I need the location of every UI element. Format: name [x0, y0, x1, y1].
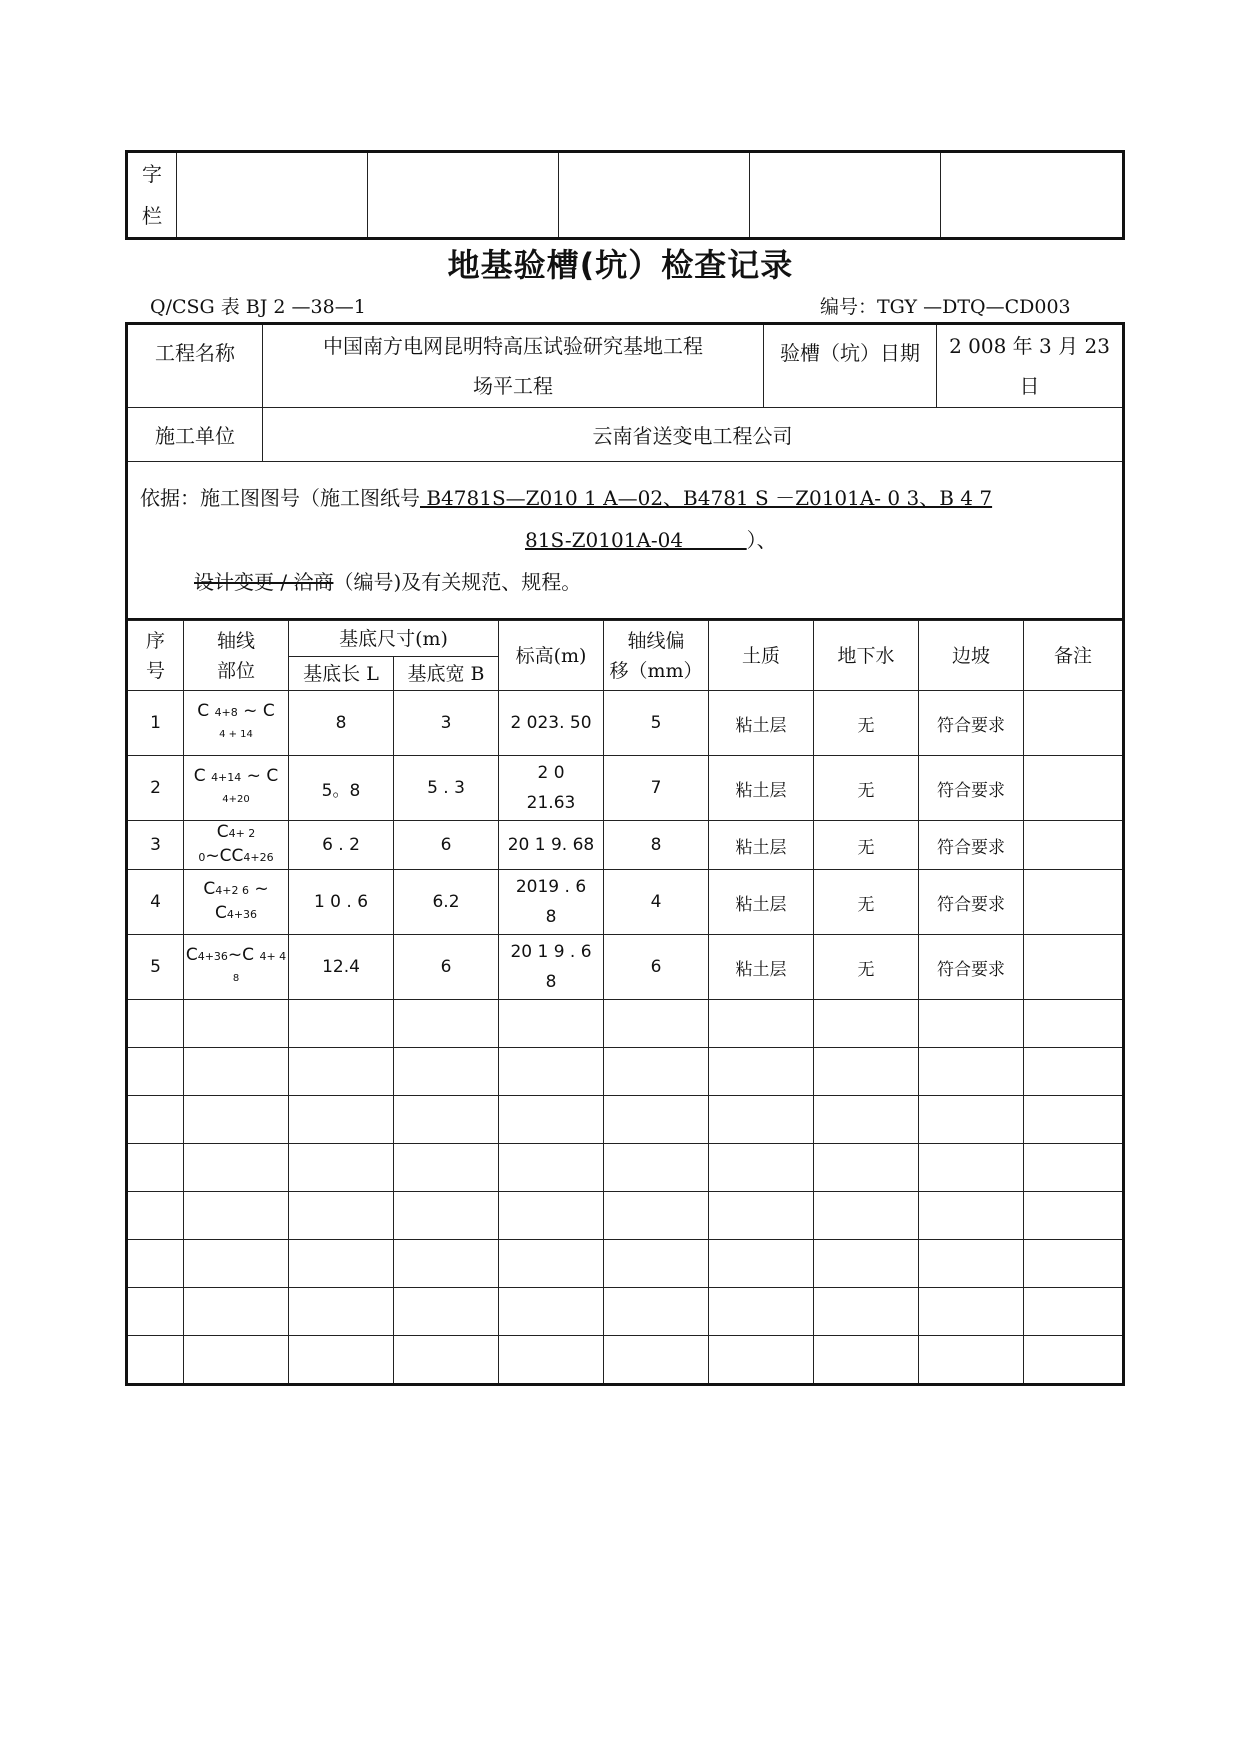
row-water: 无 [814, 821, 919, 870]
offset-header-bottom: 移（mm） [609, 659, 703, 682]
empty-cell[interactable] [604, 1000, 709, 1048]
row-axis: C4+ 2 0~CC4+26 [184, 821, 289, 870]
signature-label-bottom: 栏 [142, 204, 162, 228]
table-row [127, 870, 1124, 935]
base-length-header: 基底长 L [289, 657, 394, 691]
empty-row [127, 1000, 1124, 1048]
empty-cell[interactable] [127, 1096, 184, 1144]
empty-cell[interactable] [127, 1000, 184, 1048]
row-length: 5。8 [289, 756, 394, 821]
elevation-line1: 20 1 9 . 6 [510, 942, 592, 962]
empty-cell[interactable] [289, 1144, 394, 1192]
basis-drawings-1: B4781S—Z010 1 A—02、B4781 S －Z0101A- 0 3、B 4 7 [420, 486, 993, 510]
table-row [127, 756, 1124, 821]
empty-cell[interactable] [184, 1192, 289, 1240]
empty-cell[interactable] [394, 1048, 499, 1096]
empty-cell[interactable] [604, 1144, 709, 1192]
groundwater-header: 地下水 [814, 621, 919, 691]
empty-cell[interactable] [709, 1192, 814, 1240]
empty-cell[interactable] [709, 1288, 814, 1336]
empty-row [127, 1096, 1124, 1144]
empty-cell[interactable] [184, 1336, 289, 1385]
page-title: 地基验槽(坑）检查记录 [447, 246, 794, 284]
row-water: 无 [814, 691, 919, 756]
empty-cell[interactable] [814, 1192, 919, 1240]
empty-cell[interactable] [499, 1336, 604, 1385]
empty-cell[interactable] [394, 1240, 499, 1288]
row-length: 6 . 2 [289, 821, 394, 870]
basis-drawings-2: 81S-Z0101A-04 [525, 528, 747, 552]
row-remarks[interactable] [1024, 870, 1124, 935]
row-length: 8 [289, 691, 394, 756]
signature-label [127, 152, 177, 239]
empty-cell[interactable] [184, 1288, 289, 1336]
row-slope: 符合要求 [919, 935, 1024, 1000]
empty-cell[interactable] [184, 1144, 289, 1192]
row-width: 6 [394, 821, 499, 870]
inspection-date-value [937, 324, 1124, 408]
elevation-line1: 2 023. 50 [510, 713, 592, 733]
empty-cell[interactable] [127, 1240, 184, 1288]
row-length: 1 0 . 6 [289, 870, 394, 935]
empty-cell[interactable] [814, 1096, 919, 1144]
empty-cell[interactable] [394, 1000, 499, 1048]
axis-separator: ~ [248, 879, 269, 899]
empty-cell[interactable] [919, 1336, 1024, 1385]
row-slope: 符合要求 [919, 821, 1024, 870]
empty-cell[interactable] [919, 1144, 1024, 1192]
row-soil: 粘土层 [709, 935, 814, 1000]
inspection-date-line1: 2 008 年 3 月 23 [949, 334, 1110, 358]
empty-cell[interactable] [1024, 1336, 1124, 1385]
empty-cell[interactable] [499, 1000, 604, 1048]
row-water: 无 [814, 870, 919, 935]
basis-suffix: ）、 [746, 528, 777, 552]
row-elevation [499, 691, 604, 756]
empty-cell[interactable] [289, 1000, 394, 1048]
row-width: 5 . 3 [394, 756, 499, 821]
inspection-grid [125, 620, 1125, 1386]
axis-separator: ~C [205, 846, 232, 866]
empty-cell[interactable] [1024, 1288, 1124, 1336]
empty-row [127, 1288, 1124, 1336]
empty-cell[interactable] [127, 1336, 184, 1385]
empty-cell[interactable] [499, 1288, 604, 1336]
empty-row [127, 1336, 1124, 1385]
seq-header-bottom: 号 [145, 659, 165, 682]
empty-cell[interactable] [1024, 1000, 1124, 1048]
basis-line-2 [140, 519, 1110, 561]
row-remarks[interactable] [1024, 821, 1124, 870]
construction-unit-label: 施工单位 [127, 408, 263, 462]
empty-cell[interactable] [1024, 1144, 1124, 1192]
row-soil: 粘土层 [709, 691, 814, 756]
row-remarks[interactable] [1024, 756, 1124, 821]
empty-cell[interactable] [289, 1048, 394, 1096]
empty-cell[interactable] [919, 1240, 1024, 1288]
empty-cell[interactable] [604, 1336, 709, 1385]
empty-cell[interactable] [127, 1048, 184, 1096]
empty-cell[interactable] [919, 1288, 1024, 1336]
empty-cell[interactable] [814, 1000, 919, 1048]
axis-end-sub: 4+26 [243, 851, 274, 864]
offset-header-top: 轴线偏 [627, 629, 685, 652]
empty-cell[interactable] [919, 1000, 1024, 1048]
elevation-header: 标高(m) [499, 621, 604, 691]
table-row [127, 821, 1124, 870]
empty-cell[interactable] [604, 1096, 709, 1144]
empty-cell[interactable] [1024, 1240, 1124, 1288]
empty-cell[interactable] [289, 1288, 394, 1336]
elevation-line2: 8 [545, 907, 557, 927]
empty-cell[interactable] [289, 1336, 394, 1385]
row-offset: 8 [604, 821, 709, 870]
axis-start-sub: 4+ 2 0 [198, 827, 256, 864]
seq-header [127, 621, 184, 691]
empty-cell[interactable] [814, 1048, 919, 1096]
row-remarks[interactable] [1024, 935, 1124, 1000]
empty-cell[interactable] [184, 1048, 289, 1096]
elevation-line1: 20 1 9. 68 [507, 835, 595, 855]
row-seq: 1 [127, 691, 184, 756]
axis-start: C [185, 945, 198, 965]
axis-separator: ~ C [237, 701, 275, 721]
axis-end-sub: 4+20 [222, 794, 250, 805]
axis-start: C [193, 766, 206, 786]
base-size-header: 基底尺寸(m) [289, 621, 499, 657]
row-elevation [499, 935, 604, 1000]
document-number: 编号：TGY —DTQ—CD003 [820, 296, 1071, 318]
elevation-line2: 8 [545, 972, 557, 992]
row-elevation [499, 870, 604, 935]
axis-start: C [203, 879, 216, 899]
row-water: 无 [814, 935, 919, 1000]
signature-cell-1[interactable] [177, 152, 368, 239]
basis-design-change: 设计变更 / 洽商 [194, 570, 334, 594]
construction-unit-value: 云南省送变电工程公司 [263, 408, 1124, 462]
row-seq: 5 [127, 935, 184, 1000]
signature-cell-3[interactable] [559, 152, 750, 239]
row-elevation [499, 756, 604, 821]
elevation-line1: 2 0 [537, 763, 565, 783]
row-width: 6 [394, 935, 499, 1000]
axis-end-sub: 4+ 4 [259, 950, 287, 963]
row-offset: 7 [604, 756, 709, 821]
empty-cell[interactable] [709, 1336, 814, 1385]
axis-start-sub: 4+36 [197, 950, 228, 963]
basis-section [127, 462, 1124, 620]
empty-cell[interactable] [1024, 1096, 1124, 1144]
empty-cell[interactable] [394, 1192, 499, 1240]
empty-cell[interactable] [1024, 1048, 1124, 1096]
empty-row [127, 1048, 1124, 1096]
empty-cell[interactable] [604, 1192, 709, 1240]
signature-label-top: 字 [142, 162, 162, 186]
empty-cell[interactable] [709, 1144, 814, 1192]
axis-header-top: 轴线 [216, 629, 255, 652]
row-soil: 粘土层 [709, 756, 814, 821]
empty-cell[interactable] [709, 1096, 814, 1144]
row-offset: 6 [604, 935, 709, 1000]
empty-row [127, 1144, 1124, 1192]
row-width: 3 [394, 691, 499, 756]
empty-cell[interactable] [709, 1048, 814, 1096]
info-table [125, 322, 1125, 621]
elevation-line2: 21.63 [526, 793, 576, 813]
empty-cell[interactable] [289, 1240, 394, 1288]
row-water: 无 [814, 756, 919, 821]
empty-cell[interactable] [127, 1192, 184, 1240]
empty-cell[interactable] [184, 1000, 289, 1048]
basis-line-3 [140, 561, 1110, 603]
row-seq: 3 [127, 821, 184, 870]
row-soil: 粘土层 [709, 870, 814, 935]
empty-cell[interactable] [709, 1000, 814, 1048]
axis-start-sub: 4+2 6 [215, 884, 249, 897]
empty-cell[interactable] [499, 1096, 604, 1144]
axis-start-sub: 4+8 [214, 706, 238, 719]
empty-row [127, 1192, 1124, 1240]
empty-cell[interactable] [394, 1288, 499, 1336]
row-slope: 符合要求 [919, 691, 1024, 756]
empty-cell[interactable] [919, 1048, 1024, 1096]
row-seq: 2 [127, 756, 184, 821]
empty-cell[interactable] [919, 1192, 1024, 1240]
row-remarks[interactable] [1024, 691, 1124, 756]
soil-header: 土质 [709, 621, 814, 691]
empty-cell[interactable] [709, 1240, 814, 1288]
row-axis: C4+2 6 ~ C4+36 [184, 870, 289, 935]
form-code: Q/CSG 表 BJ 2 —38—1 [150, 296, 366, 318]
basis-rest: （编号)及有关规范、规程。 [333, 570, 582, 594]
row-axis [184, 935, 289, 1000]
empty-cell[interactable] [919, 1096, 1024, 1144]
empty-cell[interactable] [127, 1288, 184, 1336]
signature-cell-4[interactable] [750, 152, 941, 239]
table-row [127, 935, 1124, 1000]
empty-cell[interactable] [289, 1192, 394, 1240]
signature-cell-2[interactable] [368, 152, 559, 239]
row-length: 12.4 [289, 935, 394, 1000]
offset-header [604, 621, 709, 691]
row-elevation [499, 821, 604, 870]
axis-separator: ~C [227, 945, 255, 965]
row-seq: 4 [127, 870, 184, 935]
empty-cell[interactable] [289, 1096, 394, 1144]
axis-header-bottom: 部位 [216, 659, 255, 682]
empty-cell[interactable] [604, 1288, 709, 1336]
project-name-label: 工程名称 [127, 324, 263, 408]
row-axis [184, 691, 289, 756]
empty-cell[interactable] [604, 1048, 709, 1096]
empty-cell[interactable] [127, 1144, 184, 1192]
seq-header-top: 序 [145, 629, 165, 652]
inspection-date-line2: 日 [1019, 374, 1040, 398]
row-offset: 4 [604, 870, 709, 935]
empty-cell[interactable] [814, 1240, 919, 1288]
empty-cell[interactable] [184, 1240, 289, 1288]
signature-strip [125, 150, 1125, 240]
empty-cell[interactable] [1024, 1192, 1124, 1240]
empty-row [127, 1240, 1124, 1288]
row-soil: 粘土层 [709, 821, 814, 870]
empty-cell[interactable] [499, 1192, 604, 1240]
axis-separator: ~ C [241, 766, 279, 786]
signature-cell-5[interactable] [941, 152, 1124, 239]
basis-prefix: 依据：施工图图号（施工图纸号 [140, 486, 420, 510]
remarks-header: 备注 [1024, 621, 1124, 691]
empty-cell[interactable] [499, 1144, 604, 1192]
empty-cell[interactable] [394, 1336, 499, 1385]
basis-line-1 [140, 477, 1110, 519]
row-width: 6.2 [394, 870, 499, 935]
empty-cell[interactable] [499, 1240, 604, 1288]
empty-cell[interactable] [394, 1096, 499, 1144]
axis-end-sub: 4 + 14 [219, 729, 253, 740]
empty-cell[interactable] [814, 1144, 919, 1192]
row-axis [184, 756, 289, 821]
slope-header: 边坡 [919, 621, 1024, 691]
empty-cell[interactable] [814, 1288, 919, 1336]
empty-cell[interactable] [184, 1096, 289, 1144]
project-name-line1: 中国南方电网昆明特高压试验研究基地工程 [323, 334, 703, 358]
base-width-header: 基底宽 B [394, 657, 499, 691]
axis-start-sub: 4+14 [211, 771, 242, 784]
axis-header [184, 621, 289, 691]
axis-end-sub: 4+36 [226, 908, 258, 921]
axis-end-tail: 8 [232, 973, 240, 984]
axis-start: C [216, 822, 229, 842]
project-name-line2: 场平工程 [473, 374, 553, 398]
elevation-line1: 2019 . 6 [515, 877, 587, 897]
row-slope: 符合要求 [919, 756, 1024, 821]
empty-cell[interactable] [814, 1336, 919, 1385]
empty-cell[interactable] [604, 1240, 709, 1288]
axis-start: C [197, 701, 210, 721]
empty-cell[interactable] [394, 1144, 499, 1192]
row-offset: 5 [604, 691, 709, 756]
row-slope: 符合要求 [919, 870, 1024, 935]
empty-cell[interactable] [499, 1048, 604, 1096]
project-name-value [263, 324, 764, 408]
inspection-date-label: 验槽（坑）日期 [764, 324, 937, 408]
table-row [127, 691, 1124, 756]
